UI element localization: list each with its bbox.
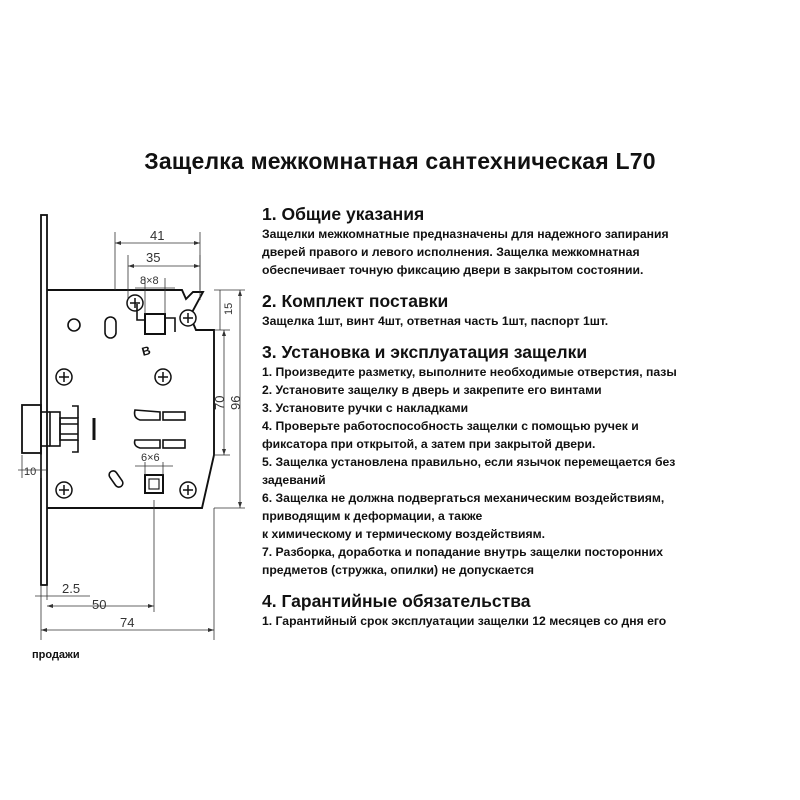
section-line: предметов (стружка, опилки) не допускается bbox=[262, 563, 534, 577]
instructions-column bbox=[262, 204, 792, 630]
section-heading: 2. Комплект поставки bbox=[262, 291, 449, 311]
section-line: 7. Разборка, доработка и попадание внутрь защелки посторонних bbox=[262, 545, 664, 559]
section-heading: 1. Общие указания bbox=[262, 204, 425, 224]
screw-icon bbox=[56, 482, 72, 498]
section-line: 2. Установите защелку в дверь и закрепите его винтами bbox=[262, 383, 602, 397]
dim-96: 96 bbox=[228, 395, 243, 410]
screw-icon bbox=[180, 482, 196, 498]
mark-b: B bbox=[140, 343, 153, 359]
cut-off-text: продажи bbox=[32, 649, 80, 661]
section-line: к химическому и термическому воздействиям. bbox=[262, 527, 546, 541]
dim-10: 10 bbox=[24, 466, 37, 478]
section-line: дверей правого и левого исполнения. Защелка межкомнатная bbox=[262, 245, 640, 259]
section-line: 1. Гарантийный срок эксплуатации защелки 12 месяцев со дня его bbox=[262, 614, 667, 628]
screw-icon bbox=[56, 369, 72, 385]
dim-8x8: 8×8 bbox=[140, 275, 159, 287]
dim-2-5: 2.5 bbox=[62, 581, 81, 596]
spindle-square-8x8 bbox=[145, 314, 165, 334]
latch-tongue bbox=[22, 405, 41, 453]
dim-15: 15 bbox=[223, 302, 235, 315]
dim-50: 50 bbox=[92, 597, 107, 612]
section-warranty bbox=[262, 591, 792, 630]
screw-icon bbox=[155, 369, 171, 385]
section-line: 4. Проверьте работоспособность защелки с помощью ручек и bbox=[262, 419, 639, 433]
screw-icon bbox=[127, 295, 143, 311]
section-line: фиксатора при открытой, а затем при закрытой двери. bbox=[262, 437, 596, 451]
section-delivery-set bbox=[262, 291, 792, 330]
section-heading: 3. Установка и эксплуатация защелки bbox=[262, 342, 588, 362]
dim-35: 35 bbox=[146, 250, 161, 265]
section-installation bbox=[262, 342, 792, 579]
section-line: задеваний bbox=[262, 473, 326, 487]
section-line: 5. Защелка установлена правильно, если язычок перемещается без bbox=[262, 455, 676, 469]
face-plate bbox=[41, 215, 47, 585]
dim-6x6: 6×6 bbox=[141, 452, 160, 464]
section-line: Защелка 1шт, винт 4шт, ответная часть 1шт, паспорт 1шт. bbox=[262, 314, 609, 328]
spindle-square-6x6 bbox=[145, 475, 163, 493]
latch-technical-drawing bbox=[0, 200, 255, 660]
dim-74: 74 bbox=[120, 615, 135, 630]
section-line: 6. Защелка не должна подвергаться механическим воздействиям, bbox=[262, 491, 665, 505]
section-line: Защелки межкомнатные предназначены для надежного запирания bbox=[262, 227, 669, 241]
dim-41: 41 bbox=[150, 228, 165, 243]
section-line: обеспечивает точную фиксацию двери в закрытом состоянии. bbox=[262, 263, 644, 277]
section-line: приводящим к деформации, а также bbox=[262, 509, 483, 523]
page-title: Защелка межкомнатная сантехническая L70 bbox=[144, 148, 656, 174]
dim-70: 70 bbox=[212, 395, 227, 410]
section-line: 1. Произведите разметку, выполните необходимые отверстия, пазы bbox=[262, 365, 677, 379]
section-general bbox=[262, 204, 792, 279]
section-line: 3. Установите ручки с накладками bbox=[262, 401, 469, 415]
section-heading: 4. Гарантийные обязательства bbox=[262, 591, 531, 611]
screw-icon bbox=[180, 310, 196, 326]
